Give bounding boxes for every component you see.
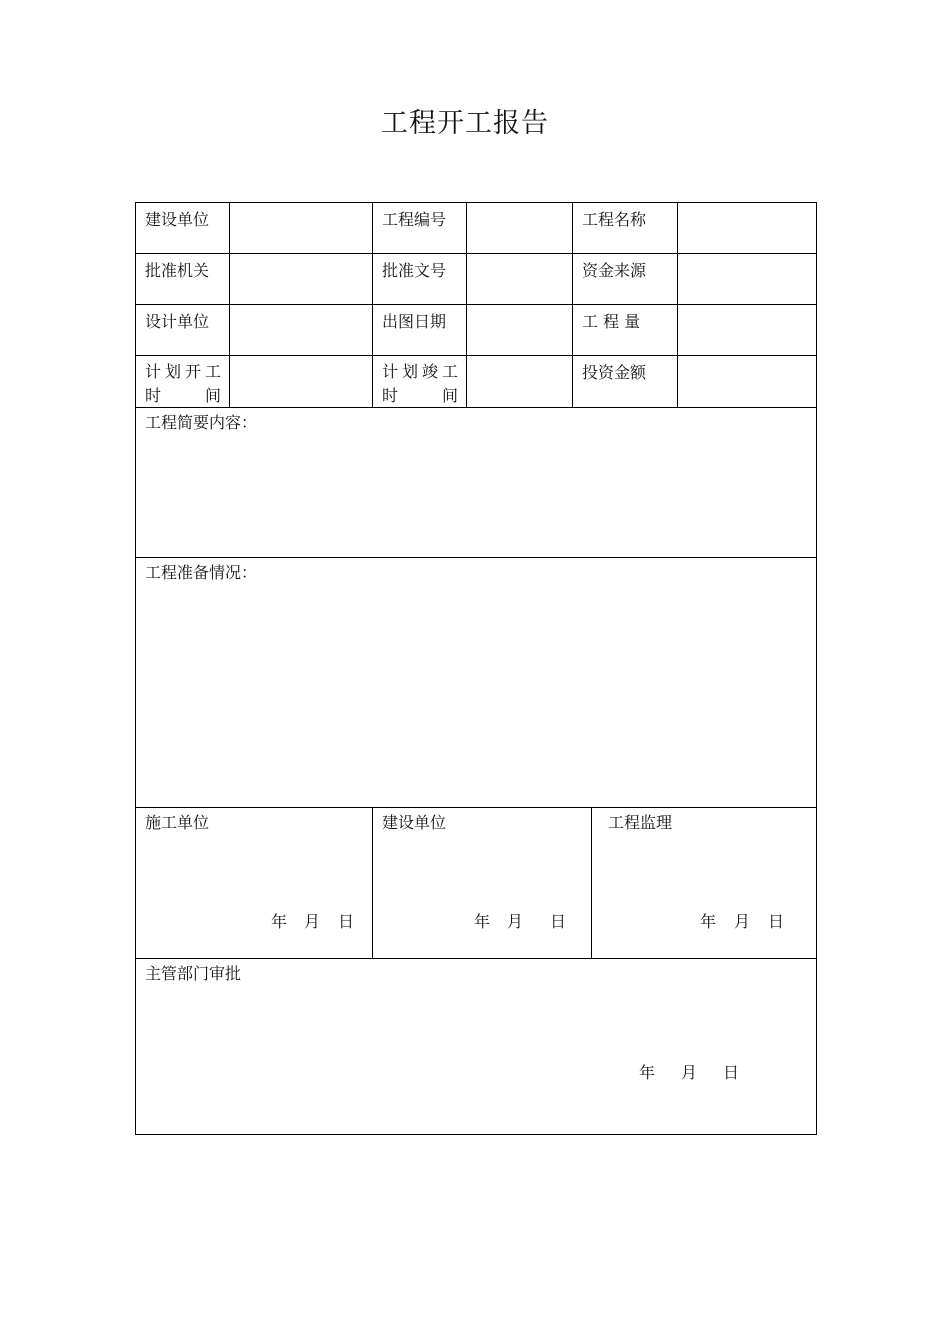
field-project-name[interactable] bbox=[677, 202, 817, 254]
field-work-quantity[interactable] bbox=[677, 304, 817, 356]
project-summary-section[interactable] bbox=[135, 407, 817, 558]
label-approval-document-number: 批准文号 bbox=[372, 253, 467, 305]
field-approval-authority[interactable] bbox=[229, 253, 373, 305]
label-project-number: 工程编号 bbox=[372, 202, 467, 254]
label-planned-completion-time bbox=[372, 355, 467, 408]
field-construction-unit[interactable] bbox=[229, 202, 373, 254]
approval-day: 日 bbox=[723, 1063, 740, 1082]
signature-construction-unit-day: 日 bbox=[338, 912, 355, 931]
signature-building-unit-month: 月 bbox=[507, 912, 524, 931]
signature-supervision-label: 工程监理 bbox=[608, 813, 673, 832]
signature-building-unit[interactable] bbox=[372, 807, 592, 959]
signature-construction-unit[interactable] bbox=[135, 807, 373, 959]
label-planned-start-time-line1: 计 划 开 工 bbox=[145, 362, 221, 381]
signature-supervision-year: 年 bbox=[700, 912, 717, 931]
project-preparation-content bbox=[136, 584, 816, 592]
label-planned-start-time bbox=[135, 355, 230, 408]
label-work-quantity: 工 程 量 bbox=[572, 304, 678, 356]
signature-building-unit-day: 日 bbox=[550, 912, 567, 931]
label-project-name: 工程名称 bbox=[572, 202, 678, 254]
project-summary-label: 工程简要内容： bbox=[145, 413, 258, 432]
approval-label: 主管部门审批 bbox=[145, 964, 242, 983]
field-planned-completion-time[interactable] bbox=[466, 355, 573, 408]
label-planned-completion-time-line2: 时 间 bbox=[382, 386, 458, 405]
field-planned-start-time[interactable] bbox=[229, 355, 373, 408]
signature-construction-unit-month: 月 bbox=[304, 912, 321, 931]
label-design-unit: 设计单位 bbox=[135, 304, 230, 356]
label-approval-authority: 批准机关 bbox=[135, 253, 230, 305]
field-investment-amount[interactable] bbox=[677, 355, 817, 408]
project-preparation-section[interactable] bbox=[135, 557, 817, 808]
signature-supervision-month: 月 bbox=[734, 912, 751, 931]
label-investment-amount: 投资金额 bbox=[572, 355, 678, 408]
field-funding-source[interactable] bbox=[677, 253, 817, 305]
label-planned-completion-time-line1: 计 划 竣 工 bbox=[382, 362, 458, 381]
signature-supervision[interactable] bbox=[591, 807, 817, 959]
approval-year: 年 bbox=[639, 1063, 656, 1082]
signature-supervision-day: 日 bbox=[768, 912, 785, 931]
signature-building-unit-year: 年 bbox=[474, 912, 491, 931]
approval-month: 月 bbox=[681, 1063, 698, 1082]
label-funding-source: 资金来源 bbox=[572, 253, 678, 305]
approval-section[interactable] bbox=[135, 958, 817, 1135]
label-construction-unit: 建设单位 bbox=[135, 202, 230, 254]
project-summary-content bbox=[136, 434, 816, 442]
document-title: 工程开工报告 bbox=[381, 108, 549, 139]
signature-construction-unit-label: 施工单位 bbox=[145, 813, 210, 832]
field-project-number[interactable] bbox=[466, 202, 573, 254]
signature-construction-unit-year: 年 bbox=[271, 912, 288, 931]
field-design-unit[interactable] bbox=[229, 304, 373, 356]
label-drawing-date: 出图日期 bbox=[372, 304, 467, 356]
field-approval-document-number[interactable] bbox=[466, 253, 573, 305]
field-drawing-date[interactable] bbox=[466, 304, 573, 356]
label-planned-start-time-line2: 时 间 bbox=[145, 386, 221, 405]
project-preparation-label: 工程准备情况： bbox=[145, 563, 258, 582]
signature-building-unit-label: 建设单位 bbox=[382, 813, 447, 832]
